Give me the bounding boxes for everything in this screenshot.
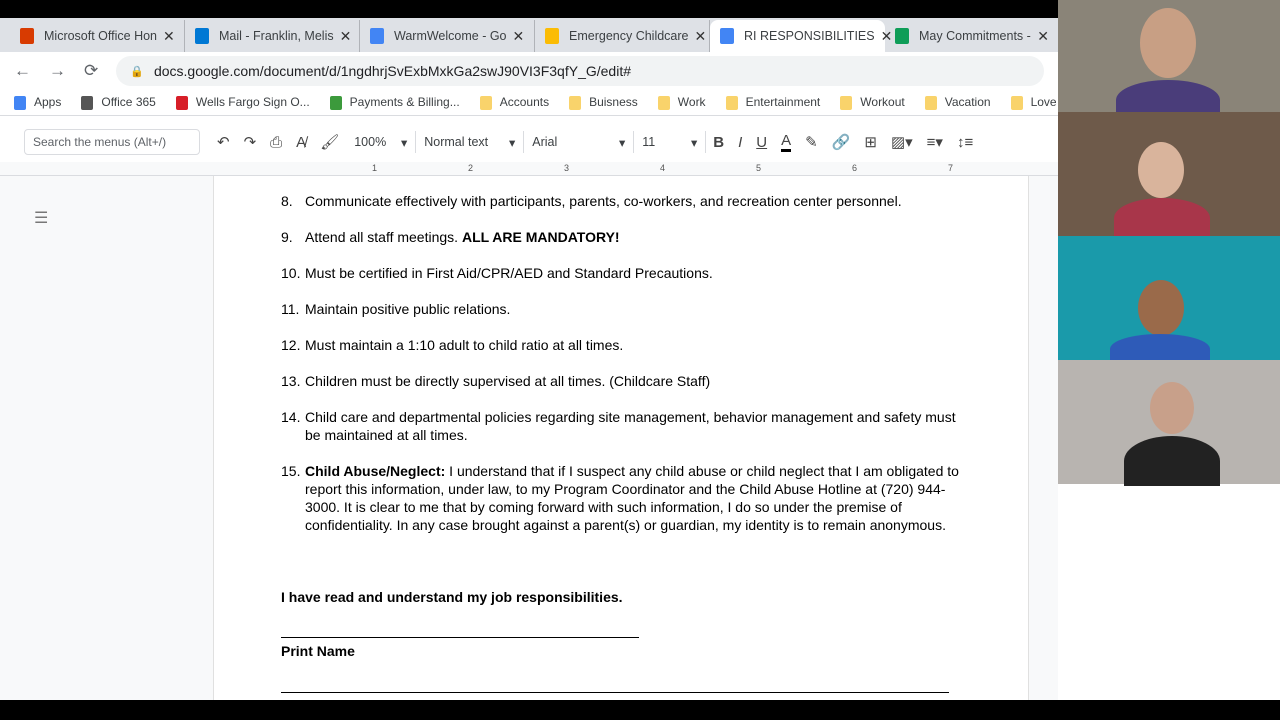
list-number: 14. (281, 409, 301, 425)
ruler-tick-label: 2 (468, 163, 474, 173)
bookmark-icon (658, 96, 670, 110)
tab-title: May Commitments - (919, 29, 1031, 43)
tab-favicon-icon (20, 28, 34, 44)
bookmark-item[interactable] (658, 95, 706, 110)
bookmark-label: Buisness (589, 95, 638, 110)
ruler-tick-label: 3 (564, 163, 570, 173)
list-number: 11. (281, 301, 300, 317)
bookmarks-bar (0, 90, 1058, 116)
tab-title: Microsoft Office Hon (44, 29, 158, 43)
list-bold-text: Child Abuse/Neglect: (305, 463, 446, 479)
list-body-text: Child care and departmental policies regarding site management, behavior management and safety must be maintained at all times. (305, 409, 956, 443)
list-item (281, 228, 961, 246)
italic-icon[interactable]: I (738, 133, 743, 151)
tab-3[interactable] (535, 20, 710, 52)
close-tab-icon[interactable]: ✕ (163, 27, 175, 44)
list-body-text: Attend all staff meetings. (305, 229, 462, 245)
list-text (305, 462, 961, 534)
bookmark-item[interactable] (726, 95, 821, 110)
docs-toolbar (0, 124, 1058, 160)
close-tab-icon[interactable]: ✕ (1037, 27, 1049, 44)
bookmark-label: Love (1030, 95, 1057, 110)
insert-comment-icon[interactable]: ⊞ (864, 134, 877, 151)
bookmark-icon (569, 96, 581, 110)
bookmark-icon (81, 96, 93, 110)
ruler[interactable] (0, 162, 1058, 176)
bookmark-label: Entertainment (745, 95, 821, 110)
ruler-tick-label: 6 (852, 163, 858, 173)
bookmark-label: Workout (860, 95, 905, 110)
participant-video-1[interactable] (1058, 0, 1280, 112)
list-item (281, 300, 961, 318)
ruler-tick-label: 4 (660, 163, 666, 173)
ruler-tick-label: 7 (948, 163, 954, 173)
line-spacing-icon[interactable]: ↕≡ (956, 133, 974, 151)
list-body-text: I understand that if I suspect any child abuse or child neglect that I am obligated to report this information, under law, to my Program Coordinator and the Child Abuse Hotline at (720) 944-3000. It is clear to me that by coming forward with such information, I do so under the premise of confidentiality. In any case brought against a parent(s) or guardian, my identity is to remain anonymous. (305, 463, 959, 533)
tab-0[interactable] (10, 20, 185, 52)
bookmark-item[interactable] (81, 95, 155, 110)
list-number: 8. (281, 193, 293, 209)
acknowledgement-text: I have read and understand my job responsibilities. (281, 589, 623, 605)
participant-video-2[interactable] (1058, 112, 1280, 236)
bookmark-item[interactable] (925, 95, 991, 110)
ruler-tick-label: 1 (372, 163, 378, 173)
bookmark-label: Wells Fargo Sign O... (195, 95, 310, 110)
list-body-text: Must be certified in First Aid/CPR/AED and Standard Precautions. (305, 265, 713, 281)
list-item (281, 408, 961, 444)
list-text (305, 228, 961, 246)
bookmark-icon (330, 96, 342, 110)
bookmark-label: Work (677, 95, 706, 110)
search-menus-input[interactable]: Search the menus (Alt+/) (24, 129, 200, 155)
highlight-icon[interactable]: ✎ (805, 134, 818, 151)
style-select[interactable]: Normal text ▾ (416, 131, 524, 153)
list-number: 13. (281, 373, 301, 389)
bookmark-item[interactable] (330, 95, 460, 110)
outline-icon[interactable]: ☰ (34, 210, 49, 227)
tab-favicon-icon (195, 28, 209, 44)
font-size-value: 11 (642, 135, 656, 149)
list-text (305, 336, 961, 354)
tab-favicon-icon (370, 28, 384, 44)
tab-favicon-icon (895, 28, 909, 44)
bold-icon[interactable]: B (713, 133, 725, 151)
bookmark-label: Accounts (499, 95, 550, 110)
list-number: 15. (281, 463, 301, 479)
reload-icon[interactable]: ⟳ (84, 61, 99, 80)
list-item (281, 264, 961, 282)
spellcheck-icon[interactable]: A̸ (296, 133, 307, 151)
underline-icon[interactable]: U (756, 133, 768, 151)
font-size-select[interactable]: 11 ▾ (634, 131, 706, 153)
bookmark-icon (480, 96, 492, 110)
list-item (281, 372, 961, 390)
bookmark-label: Apps (34, 95, 62, 110)
list-text (305, 300, 961, 318)
list-text (305, 264, 961, 282)
signature-line (281, 692, 949, 693)
tab-title: Mail - Franklin, Melis (219, 29, 334, 43)
participant-video-3[interactable] (1058, 236, 1280, 360)
close-tab-icon[interactable]: ✕ (339, 27, 352, 44)
bookmark-icon (925, 96, 937, 110)
bookmark-item[interactable] (176, 95, 310, 110)
font-select[interactable]: Arial ▾ (524, 131, 634, 153)
tab-strip (0, 18, 1058, 52)
link-icon[interactable]: 🔗 (831, 134, 851, 151)
bookmark-item[interactable] (1011, 95, 1057, 110)
list-body-text: Children must be directly supervised at all times. (Childcare Staff) (305, 373, 711, 389)
tab-5[interactable] (885, 20, 1060, 52)
bookmark-item[interactable] (480, 95, 549, 110)
style-value: Normal text (424, 135, 489, 149)
list-number: 10. (281, 265, 301, 281)
close-tab-icon[interactable]: ✕ (694, 27, 707, 44)
list-body-text: Maintain positive public relations. (305, 301, 511, 317)
list-item (281, 192, 961, 210)
list-body-text: Must maintain a 1:10 adult to child ratio at all times. (305, 337, 624, 353)
tab-4[interactable] (710, 20, 893, 52)
tab-2[interactable] (360, 20, 535, 52)
zoom-select[interactable]: 100% ▾ (346, 131, 416, 153)
print-name-label: Print Name (281, 643, 355, 659)
tab-title: WarmWelcome - Go (394, 29, 507, 43)
bookmark-icon (726, 96, 738, 110)
back-icon[interactable]: ← (14, 61, 31, 80)
close-tab-icon[interactable]: ✕ (512, 27, 525, 44)
forward-icon[interactable]: → (49, 61, 66, 80)
bookmark-label: Vacation (944, 95, 991, 110)
list-number: 12. (281, 337, 301, 353)
bookmark-item[interactable] (840, 95, 904, 110)
list-text (305, 408, 961, 444)
text-color-icon[interactable]: A (781, 132, 791, 152)
bookmark-label: Office 365 (101, 95, 156, 110)
list-text (305, 372, 961, 390)
align-icon[interactable]: ≡▾ (926, 134, 943, 151)
print-icon[interactable]: ⎙ (270, 133, 283, 151)
insert-image-icon[interactable]: ▨▾ (890, 134, 913, 151)
tab-title: RI RESPONSIBILITIES (744, 29, 875, 43)
list-body-text: Communicate effectively with participants, parents, co-workers, and recreation center personnel. (305, 193, 902, 209)
bookmark-icon (840, 96, 852, 110)
tab-favicon-icon (545, 28, 559, 44)
list-text (305, 192, 961, 210)
list-bold-text: ALL ARE MANDATORY! (461, 229, 620, 245)
document-area (0, 176, 1058, 700)
tab-title: Emergency Childcare (569, 29, 689, 43)
lock-icon: 🔒 (130, 65, 144, 78)
document-page[interactable] (213, 176, 1029, 706)
bookmark-item[interactable] (569, 95, 638, 110)
bookmark-icon (14, 96, 26, 110)
bookmark-icon (176, 96, 188, 110)
bookmark-item[interactable] (14, 95, 61, 110)
close-tab-icon[interactable]: ✕ (880, 27, 893, 44)
font-value: Arial (532, 135, 558, 149)
address-bar-row (0, 52, 1058, 90)
bookmark-label: Payments & Billing... (349, 95, 460, 110)
zoom-value: 100% (354, 135, 387, 149)
url-text: docs.google.com/document/d/1ngdhrjSvExbMxkGa2swJ90VI3F3qfY_G/edit# (153, 63, 631, 79)
ruler-tick-label: 5 (756, 163, 762, 173)
undo-icon[interactable]: ↶ (217, 134, 230, 151)
video-call-panel (1058, 0, 1280, 700)
bookmark-icon (1011, 96, 1023, 110)
participant-video-4[interactable] (1058, 360, 1280, 484)
list-number: 9. (281, 229, 293, 245)
list-item (281, 336, 961, 354)
list-item (281, 462, 961, 534)
signature-line (281, 637, 639, 638)
tab-1[interactable] (185, 20, 360, 52)
redo-icon[interactable]: ↷ (243, 134, 257, 151)
paint-format-icon[interactable]: 🖌 (320, 134, 340, 151)
bottom-bar (0, 700, 1280, 720)
tab-favicon-icon (720, 28, 734, 44)
url-input[interactable] (116, 56, 1044, 86)
